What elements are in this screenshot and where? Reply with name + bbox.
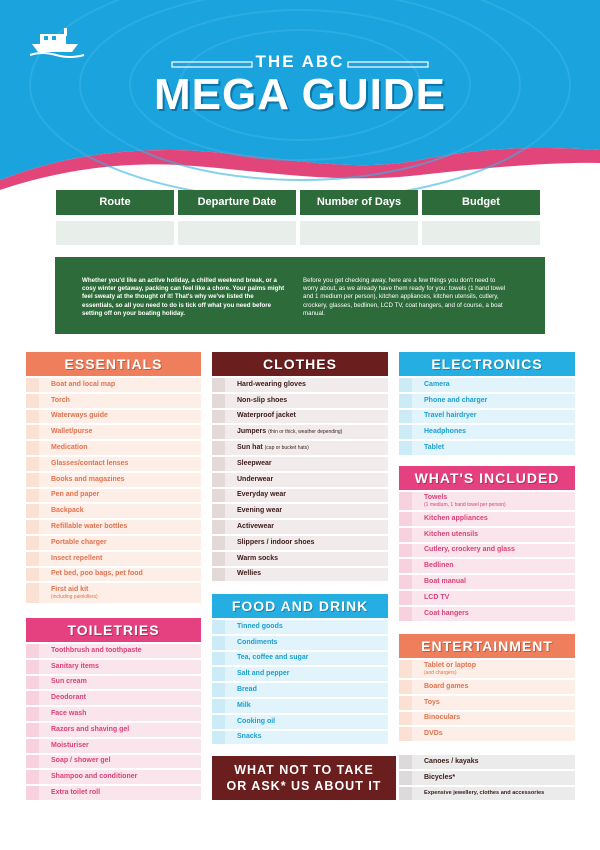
item-label: Sanitary items <box>51 662 99 670</box>
item-label: Bread <box>237 686 257 694</box>
item-label: Wellies <box>237 570 261 578</box>
checkbox[interactable] <box>26 378 39 392</box>
checklist-item[interactable] <box>399 769 575 785</box>
checkbox[interactable] <box>212 568 225 582</box>
checkbox[interactable] <box>212 394 225 408</box>
entertainment-title: ENTERTAINMENT <box>399 634 575 658</box>
item-label: Sun cream <box>51 678 87 686</box>
checklist-item[interactable] <box>26 392 201 408</box>
item-label: Binoculars <box>424 714 461 722</box>
electronics-section <box>399 352 575 455</box>
checkbox[interactable] <box>26 410 39 424</box>
item-label: Phone and charger <box>424 396 488 404</box>
checkbox[interactable] <box>26 583 39 603</box>
checklist-item[interactable] <box>26 423 201 439</box>
checklist-item[interactable] <box>399 658 575 678</box>
checklist-item[interactable] <box>26 534 201 550</box>
budget-header: Budget <box>422 190 540 215</box>
checklist-item[interactable] <box>399 376 575 392</box>
checkbox[interactable] <box>399 591 412 605</box>
checkbox[interactable] <box>212 715 225 729</box>
checkbox[interactable] <box>26 425 39 439</box>
checklist-item[interactable] <box>399 710 575 726</box>
toiletries-title: TOILETRIES <box>26 618 201 642</box>
checkbox[interactable] <box>399 712 412 726</box>
checklist-item[interactable] <box>26 784 201 800</box>
checkbox[interactable] <box>399 492 412 510</box>
checklist-item[interactable] <box>212 713 388 729</box>
item-label: Coat hangers <box>424 609 469 617</box>
checkbox[interactable] <box>212 536 225 550</box>
checklist-item[interactable] <box>212 439 388 455</box>
checkbox[interactable] <box>26 520 39 534</box>
checklist-item[interactable] <box>399 589 575 605</box>
budget-field[interactable] <box>422 221 540 245</box>
item-label: Deodorant <box>51 694 86 702</box>
checkbox[interactable] <box>26 489 39 503</box>
checkbox[interactable] <box>212 457 225 471</box>
checkbox[interactable] <box>26 770 39 784</box>
checkbox[interactable] <box>26 723 39 737</box>
item-label: Slippers / indoor shoes <box>237 538 315 546</box>
item-label: Backpack <box>51 507 84 515</box>
item-label: Milk <box>237 701 251 709</box>
item-label: Pet bed, poo bags, pet food <box>51 570 143 578</box>
checkbox[interactable] <box>212 378 225 392</box>
checklist-item[interactable] <box>212 650 388 666</box>
item-label: Board games <box>424 682 469 690</box>
checkbox[interactable] <box>399 680 412 694</box>
item-label: Jumpers <box>237 428 267 436</box>
checklist-item[interactable] <box>399 785 575 801</box>
checklist-item[interactable] <box>399 678 575 694</box>
item-note: (and chargers) <box>424 670 457 676</box>
item-label: Refillable water bottles <box>51 523 128 531</box>
header-banner <box>0 0 600 190</box>
clothes-title: CLOTHES <box>212 352 388 376</box>
checkbox[interactable] <box>399 425 412 439</box>
item-label: Sleepwear <box>237 459 272 467</box>
checklist-item[interactable] <box>26 455 201 471</box>
item-label: Waterways guide <box>51 412 108 420</box>
item-label: Tablet <box>424 444 445 452</box>
checklist-item[interactable] <box>26 581 201 603</box>
checkbox[interactable] <box>212 473 225 487</box>
checklist-item[interactable] <box>399 557 575 573</box>
checkbox[interactable] <box>26 660 39 674</box>
checklist-item[interactable] <box>26 737 201 753</box>
checklist-item[interactable] <box>212 423 388 439</box>
checkbox[interactable] <box>26 691 39 705</box>
checklist-item[interactable] <box>212 566 388 582</box>
checkbox[interactable] <box>399 559 412 573</box>
item-label: Expensive jewellery, clothes and accessories <box>424 790 545 797</box>
item-label: Boat and local map <box>51 380 116 388</box>
intro-right-text: Before you get checking away, here are a few things you don't need to worry about, as we already have them ready for you: towels (1 hand towel and 1 medium per person), kitchen appliances, kitchen utensils, cutlery, crockery, glasses, bedlinen, LCD TV, coat hangers, and of course, a boat manual. <box>303 277 506 317</box>
item-label: Warm socks <box>237 554 278 562</box>
item-label: Shampoo and conditioner <box>51 773 138 781</box>
intro-panel <box>55 257 545 334</box>
checkbox[interactable] <box>399 755 412 769</box>
checkbox[interactable] <box>26 755 39 769</box>
page-title: MEGA GUIDE <box>154 70 446 119</box>
checklist-item[interactable] <box>26 439 201 455</box>
checkbox[interactable] <box>212 699 225 713</box>
checkbox[interactable] <box>399 512 412 526</box>
item-note: (1 medium, 1 hand towel per person) <box>424 502 506 508</box>
departure-date-field[interactable] <box>178 221 296 245</box>
checklist-item[interactable] <box>26 705 201 721</box>
checkbox[interactable] <box>212 425 225 439</box>
checklist-item[interactable] <box>212 665 388 681</box>
checkbox[interactable] <box>399 660 412 678</box>
item-label: Kitchen utensils <box>424 530 479 538</box>
checkbox[interactable] <box>399 441 412 455</box>
checkbox[interactable] <box>212 520 225 534</box>
checklist-item[interactable] <box>26 642 201 658</box>
checkbox[interactable] <box>399 544 412 558</box>
entertainment-section <box>399 634 575 741</box>
checkbox[interactable] <box>26 394 39 408</box>
item-label: Everyday wear <box>237 491 287 499</box>
item-label: Snacks <box>237 733 262 741</box>
checkbox[interactable] <box>212 489 225 503</box>
whats-included-section <box>399 466 575 621</box>
item-label: Soap / shower gel <box>51 757 111 765</box>
item-label: Torch <box>51 396 70 404</box>
checklist-item[interactable] <box>399 490 575 510</box>
item-label: Face wash <box>51 710 87 718</box>
checklist-item[interactable] <box>399 392 575 408</box>
item-label: Travel hairdryer <box>424 412 477 420</box>
essentials-section <box>26 352 201 603</box>
intro-left-text: Whether you'd like an active holiday, a chilled weekend break, or a cosy winter getaway, packing can feel like a chore. Your palms might feel sweaty at the thought of it! That's why we've listed the essentials, so all you need to do is tick off what you need before setting off on your boating holiday. <box>82 277 285 317</box>
checkbox[interactable] <box>399 410 412 424</box>
item-label: Cutlery, crockery and glass <box>424 546 515 554</box>
what-not-list <box>399 753 575 800</box>
item-label: Moisturiser <box>51 741 89 749</box>
item-label: Extra toilet roll <box>51 789 101 797</box>
checkbox[interactable] <box>212 731 225 745</box>
item-label: Condiments <box>237 638 278 646</box>
checklist-item[interactable] <box>212 471 388 487</box>
checkbox[interactable] <box>212 552 225 566</box>
checklist-item[interactable] <box>399 510 575 526</box>
checkbox[interactable] <box>399 575 412 589</box>
what-not-title-line1: WHAT NOT TO TAKE <box>234 763 374 777</box>
checklist-item[interactable] <box>26 550 201 566</box>
item-note: (cap or bucket hats) <box>264 445 309 452</box>
checklist-item[interactable] <box>399 423 575 439</box>
electronics-title: ELECTRONICS <box>399 352 575 376</box>
checkbox[interactable] <box>399 607 412 621</box>
item-label: Headphones <box>424 428 467 436</box>
checkbox[interactable] <box>212 667 225 681</box>
checklist-item[interactable] <box>26 768 201 784</box>
food-drink-section <box>212 594 388 744</box>
item-label: Cooking oil <box>237 717 276 725</box>
checklist-item[interactable] <box>212 518 388 534</box>
checklist-item[interactable] <box>399 408 575 424</box>
item-label: Sun hat <box>237 444 263 452</box>
checklist-item[interactable] <box>26 658 201 674</box>
checkbox[interactable] <box>399 771 412 785</box>
checkbox[interactable] <box>26 552 39 566</box>
essentials-title: ESSENTIALS <box>26 352 201 376</box>
item-label: Tablet or laptop <box>424 662 476 669</box>
checkbox[interactable] <box>399 394 412 408</box>
item-label: Bedlinen <box>424 562 454 570</box>
checklist-item[interactable] <box>26 566 201 582</box>
checklist-item[interactable] <box>399 605 575 621</box>
toiletries-section <box>26 618 201 800</box>
item-label: Medication <box>51 444 88 452</box>
item-note: (thin or thick, weather depending) <box>268 429 343 436</box>
item-label: Underwear <box>237 475 274 483</box>
checklist-item[interactable] <box>399 526 575 542</box>
whats-included-title: WHAT'S INCLUDED <box>399 466 575 490</box>
checklist-item[interactable] <box>26 487 201 503</box>
checklist-item[interactable] <box>399 439 575 455</box>
what-not-title-line2: OR ASK* US ABOUT IT <box>226 779 382 793</box>
item-label: First aid kit <box>51 586 89 594</box>
checklist-item[interactable] <box>26 721 201 737</box>
checklist-item[interactable] <box>399 753 575 769</box>
item-label: Pen and paper <box>51 491 100 499</box>
item-label: Salt and pepper <box>237 670 290 678</box>
checkbox[interactable] <box>212 504 225 518</box>
checkbox[interactable] <box>26 707 39 721</box>
checkbox[interactable] <box>212 636 225 650</box>
checkbox[interactable] <box>212 410 225 424</box>
checkbox[interactable] <box>399 378 412 392</box>
clothes-section <box>212 352 388 581</box>
checklist-item[interactable] <box>399 542 575 558</box>
item-label: Razors and shaving gel <box>51 725 130 733</box>
checklist-item[interactable] <box>26 518 201 534</box>
number-of-days-header: Number of Days <box>300 190 418 215</box>
checkbox[interactable] <box>26 676 39 690</box>
checklist-item[interactable] <box>26 376 201 392</box>
checkbox[interactable] <box>26 739 39 753</box>
checkbox[interactable] <box>399 696 412 710</box>
checkbox[interactable] <box>26 441 39 455</box>
checklist-item[interactable] <box>26 674 201 690</box>
checklist-item[interactable] <box>399 573 575 589</box>
route-field[interactable] <box>56 221 174 245</box>
number-of-days-field[interactable] <box>300 221 418 245</box>
checklist-item[interactable] <box>26 753 201 769</box>
item-label: Tinned goods <box>237 622 283 630</box>
departure-date-header: Departure Date <box>178 190 296 215</box>
checkbox[interactable] <box>26 644 39 658</box>
item-label: Glasses/contact lenses <box>51 459 129 467</box>
item-label: Bicycles* <box>424 773 456 781</box>
checklist-item[interactable] <box>212 550 388 566</box>
checklist-item[interactable] <box>212 697 388 713</box>
item-label: Insect repellent <box>51 554 103 562</box>
route-header: Route <box>56 190 174 215</box>
item-label: Non-slip shoes <box>237 396 288 404</box>
checklist-item[interactable] <box>399 725 575 741</box>
checklist-item[interactable] <box>212 455 388 471</box>
checkbox[interactable] <box>26 473 39 487</box>
checkbox[interactable] <box>212 683 225 697</box>
checklist-item[interactable] <box>399 694 575 710</box>
checkbox[interactable] <box>212 652 225 666</box>
title-small: THE ABC <box>255 52 345 71</box>
checklist-item[interactable] <box>212 681 388 697</box>
checkbox[interactable] <box>26 786 39 800</box>
checklist-item[interactable] <box>212 618 388 634</box>
checklist-item[interactable] <box>212 408 388 424</box>
checklist-item[interactable] <box>212 392 388 408</box>
checklist-item[interactable] <box>212 634 388 650</box>
checkbox[interactable] <box>26 568 39 582</box>
checkbox[interactable] <box>26 457 39 471</box>
item-label: Boat manual <box>424 578 467 586</box>
checklist-item[interactable] <box>212 502 388 518</box>
item-label: Hard-wearing gloves <box>237 380 306 388</box>
item-label: Kitchen appliances <box>424 514 488 522</box>
item-note: (including painkillers) <box>51 594 98 601</box>
checklist-item[interactable] <box>212 376 388 392</box>
item-label: Camera <box>424 380 450 388</box>
checklist-item[interactable] <box>212 487 388 503</box>
checkbox[interactable] <box>26 536 39 550</box>
item-label: Wallet/purse <box>51 428 93 436</box>
checklist-item[interactable] <box>26 502 201 518</box>
item-label: Waterproof jacket <box>237 412 296 420</box>
item-label: DVDs <box>424 730 443 738</box>
item-label: Tea, coffee and sugar <box>237 654 309 662</box>
item-label: Toys <box>424 698 440 706</box>
item-label: Books and magazines <box>51 475 125 483</box>
item-label: Toothbrush and toothpaste <box>51 646 142 654</box>
item-label: Portable charger <box>51 538 107 546</box>
item-label: Canoes / kayaks <box>424 757 479 765</box>
checkbox[interactable] <box>399 787 412 801</box>
checklist-item[interactable] <box>26 689 201 705</box>
food-drink-title: FOOD AND DRINK <box>212 594 388 618</box>
checklist-item[interactable] <box>26 408 201 424</box>
checklist-item[interactable] <box>26 471 201 487</box>
item-label: Activewear <box>237 523 274 531</box>
item-label: Towels <box>424 494 448 501</box>
checklist-item[interactable] <box>212 729 388 745</box>
item-label: Evening wear <box>237 507 283 515</box>
item-label: LCD TV <box>424 593 450 601</box>
checkbox[interactable] <box>212 441 225 455</box>
checkbox[interactable] <box>399 727 412 741</box>
trip-table <box>56 190 542 245</box>
what-not-to-take-banner <box>212 756 396 800</box>
checklist-item[interactable] <box>212 534 388 550</box>
checkbox[interactable] <box>26 504 39 518</box>
checkbox[interactable] <box>399 528 412 542</box>
checkbox[interactable] <box>212 620 225 634</box>
